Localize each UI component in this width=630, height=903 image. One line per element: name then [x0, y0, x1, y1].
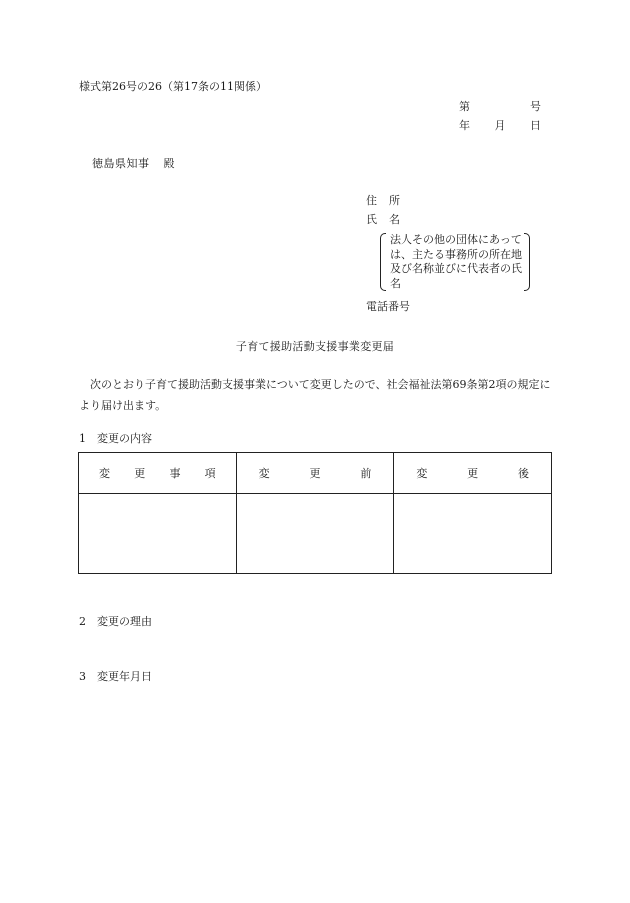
header-char: 事 [169, 467, 181, 480]
cell-before-change[interactable] [236, 494, 394, 574]
section-3-heading [79, 670, 152, 684]
document-title: 子育て援助活動支援事業変更届 [235, 340, 395, 353]
number-suffix: 号 [530, 100, 541, 113]
address-label [366, 194, 400, 208]
left-bracket [380, 233, 386, 291]
header-char: 後 [518, 467, 529, 480]
header-char: 変 [258, 467, 270, 480]
header-before-change [236, 453, 394, 494]
header-char: 前 [360, 467, 372, 480]
table-row [79, 494, 552, 574]
name-label-char-2: 名 [389, 213, 400, 226]
section-3-title: 変更年月日 [97, 670, 152, 683]
addressee-honorific: 殿 [163, 157, 175, 170]
phone-label: 電話番号 [366, 300, 410, 313]
header-char: 変 [99, 467, 110, 480]
changes-table [78, 452, 552, 574]
section-1-heading [79, 432, 152, 446]
body-text: 次のとおり子育て援助活動支援事業について変更したので、社会福祉法第69条第2項の規定により届け出ます。 [79, 378, 551, 412]
addressee-title: 徳島県知事 [92, 157, 150, 170]
addressee [92, 157, 175, 171]
date-line [459, 119, 541, 133]
table-header-row [79, 453, 552, 494]
section-3-number: 3 [79, 670, 86, 683]
section-2-title: 変更の理由 [97, 615, 152, 628]
header-after-change [394, 453, 552, 494]
header-char: 項 [204, 467, 216, 480]
right-bracket [524, 233, 530, 291]
section-1-title: 変更の内容 [97, 432, 152, 445]
section-1-number: 1 [79, 432, 86, 445]
header-char: 更 [309, 467, 321, 480]
header-char: 変 [416, 467, 428, 480]
cell-after-change[interactable] [394, 494, 552, 574]
name-label [366, 213, 400, 227]
number-prefix: 第 [459, 100, 470, 113]
section-2-number: 2 [79, 615, 86, 628]
address-label-char-2: 所 [389, 194, 400, 207]
date-month: 月 [494, 119, 506, 132]
number-line [459, 100, 541, 114]
address-label-char-1: 住 [366, 194, 377, 207]
corporate-note-text: 法人その他の団体にあっては、主たる事務所の所在地及び名称並びに代表者の氏名 [390, 233, 522, 290]
header-char: 更 [134, 467, 146, 480]
form-number: 様式第26号の26（第17条の11関係） [79, 80, 267, 93]
date-day: 日 [530, 119, 541, 132]
date-year: 年 [459, 119, 470, 132]
header-char: 更 [467, 467, 479, 480]
section-2-heading [79, 615, 152, 629]
name-label-char-1: 氏 [366, 213, 377, 226]
header-change-item [79, 453, 237, 494]
corporate-note [380, 233, 530, 291]
cell-change-item[interactable] [79, 494, 237, 574]
